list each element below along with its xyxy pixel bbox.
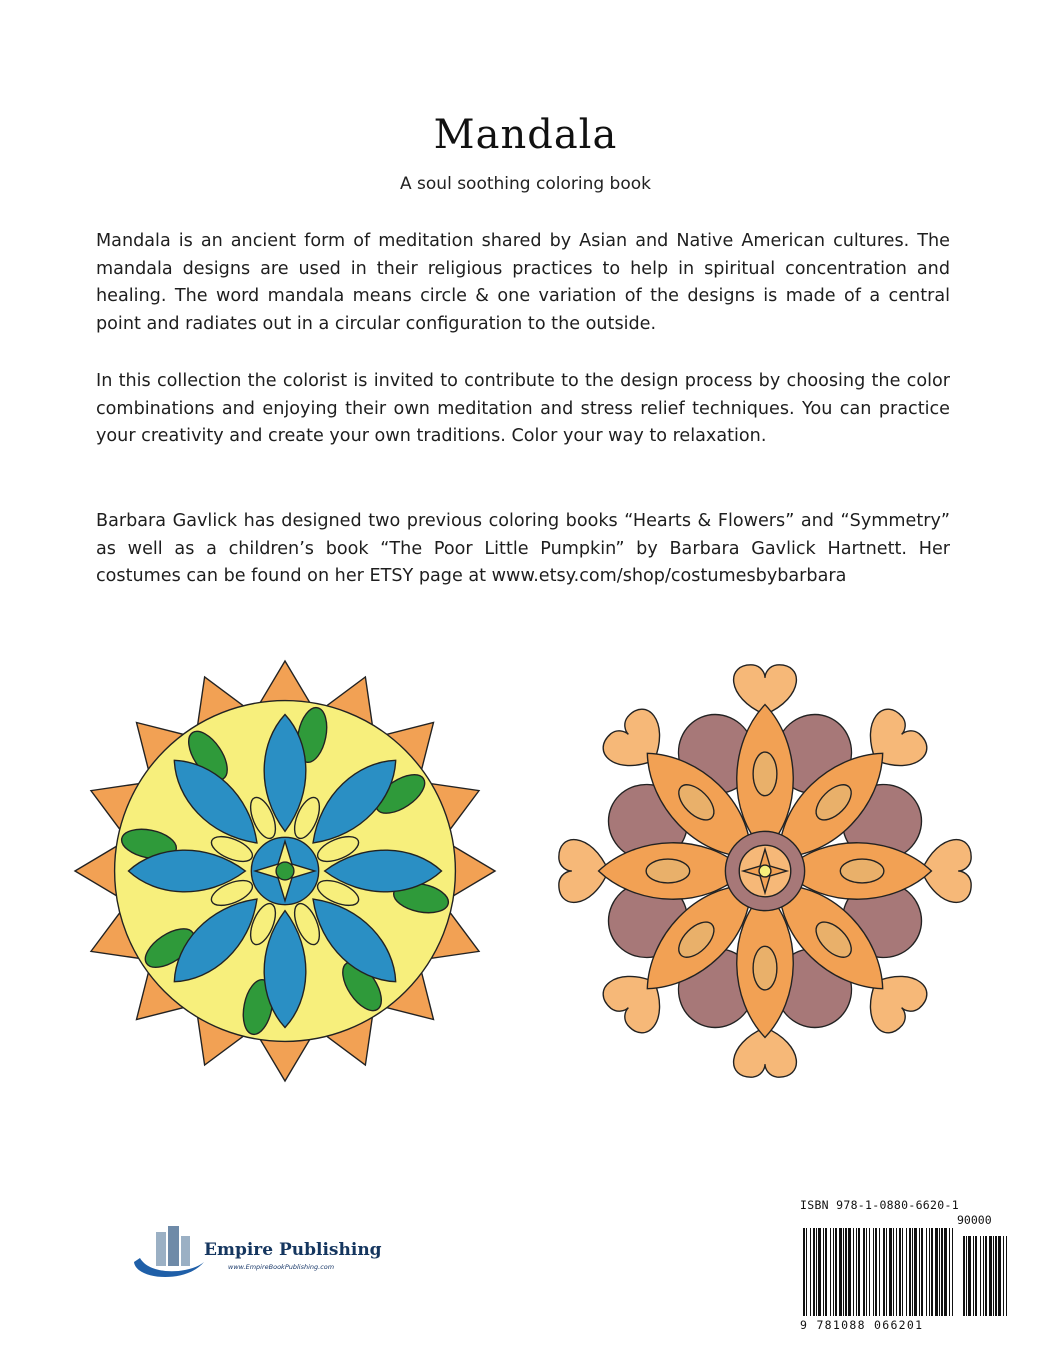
description-paragraph-2: In this collection the colorist is invited to contribute to the design process by choosing the color combinations and enjoying their own meditation and stress relief techniques. You can practice your creativity and create your own traditions. Color your way to relaxation. [96,371,950,446]
barcode-bar [853,1228,854,1316]
barcode-bar [823,1228,824,1316]
barcode-bar [806,1228,807,1316]
barcode-addon-bar [993,1236,994,1316]
barcode-addon-bar [975,1236,977,1316]
barcode-bar [914,1228,917,1316]
barcode-bar [931,1228,933,1316]
barcode-bar [825,1228,827,1316]
barcode-bar [830,1228,831,1316]
barcode-bar [952,1228,953,1316]
barcode-bar [939,1228,940,1316]
barcode-addon-bar [963,1236,965,1316]
barcode-addon-bar [989,1236,992,1316]
barcode-addon-bar [995,1236,997,1316]
barcode-bar [926,1228,927,1316]
barcode-bar [833,1228,834,1316]
blue-mandala-illustration [72,658,498,1084]
barcode-bar [899,1228,901,1316]
barcode-bar [886,1228,887,1316]
barcode-bar [845,1228,847,1316]
barcode-bar [919,1228,920,1316]
barcode-bar [902,1228,903,1316]
book-subtitle: A soul soothing coloring book [400,174,651,194]
barcode-bar [856,1228,857,1316]
barcode-addon-bar [985,1236,987,1316]
barcode-bar [896,1228,897,1316]
barcode-bar [803,1228,805,1316]
barcode-bar [912,1228,913,1316]
barcode-digits: 9 781088 066201 [800,1318,924,1332]
barcode-bar [816,1228,817,1316]
barcode-bar [889,1228,892,1316]
barcode-addon-bar [998,1236,1001,1316]
barcode-bar [875,1228,877,1316]
barcode-addon-bar [1003,1236,1004,1316]
barcode-bar [818,1228,821,1316]
isbn-barcode [803,1228,1008,1316]
barcode-bar [843,1228,844,1316]
barcode-bar [810,1228,811,1316]
barcode-bar [879,1228,880,1316]
barcode-bar [863,1228,865,1316]
barcode-bar [839,1228,842,1316]
barcode-addon-bar [983,1236,984,1316]
isbn-label: ISBN 978-1-0880-6620-1 [800,1198,959,1212]
barcode-bar [873,1228,874,1316]
orange-mandala-illustration [552,658,978,1084]
barcode-bar [858,1228,860,1316]
barcode-bar [921,1228,923,1316]
barcode-bar [848,1228,851,1316]
publisher-name: Empire Publishing [204,1240,382,1260]
barcode-addon-bar [966,1236,967,1316]
publisher-url: www.EmpireBookPublishing.com [228,1263,335,1271]
building-icon [134,1226,204,1277]
barcode-bar [935,1228,938,1316]
barcode-bar [941,1228,943,1316]
description-paragraph-1: Mandala is an ancient form of meditation shared by Asian and Native American cultures. The mandala designs are used in their religious practices to help in spiritual concentration and healing. The word mandala means circle & one variation of the designs is made of a central point and radiates out in a circular configuration to the outside. [96,231,950,334]
barcode-bar [944,1228,947,1316]
barcode-bar [893,1228,894,1316]
barcode-bar [813,1228,815,1316]
barcode-addon-bar [973,1236,974,1316]
book-title: Mandala [433,112,618,158]
barcode-bar [883,1228,885,1316]
barcode-addon-bar [968,1236,971,1316]
author-bio-paragraph: Barbara Gavlick has designed two previous coloring books “Hearts & Flowers” and “Symmetry” as well as a children’s book “The Poor Little Pumpkin” by Barbara Gavlick Hartnett. Her costumes can be found on her ETSY page at www.etsy.com/shop/costumesbybarbara [96,511,950,586]
barcode-bar [929,1228,930,1316]
price-code: 90000 [957,1213,992,1227]
barcode-bar [949,1228,950,1316]
barcode-addon-bar [980,1236,981,1316]
barcode-bar [869,1228,870,1316]
barcode-bar [906,1228,907,1316]
barcode-bar [909,1228,911,1316]
barcode-bar [866,1228,867,1316]
barcode-addon-bar [1006,1236,1007,1316]
barcode-bar [835,1228,837,1316]
